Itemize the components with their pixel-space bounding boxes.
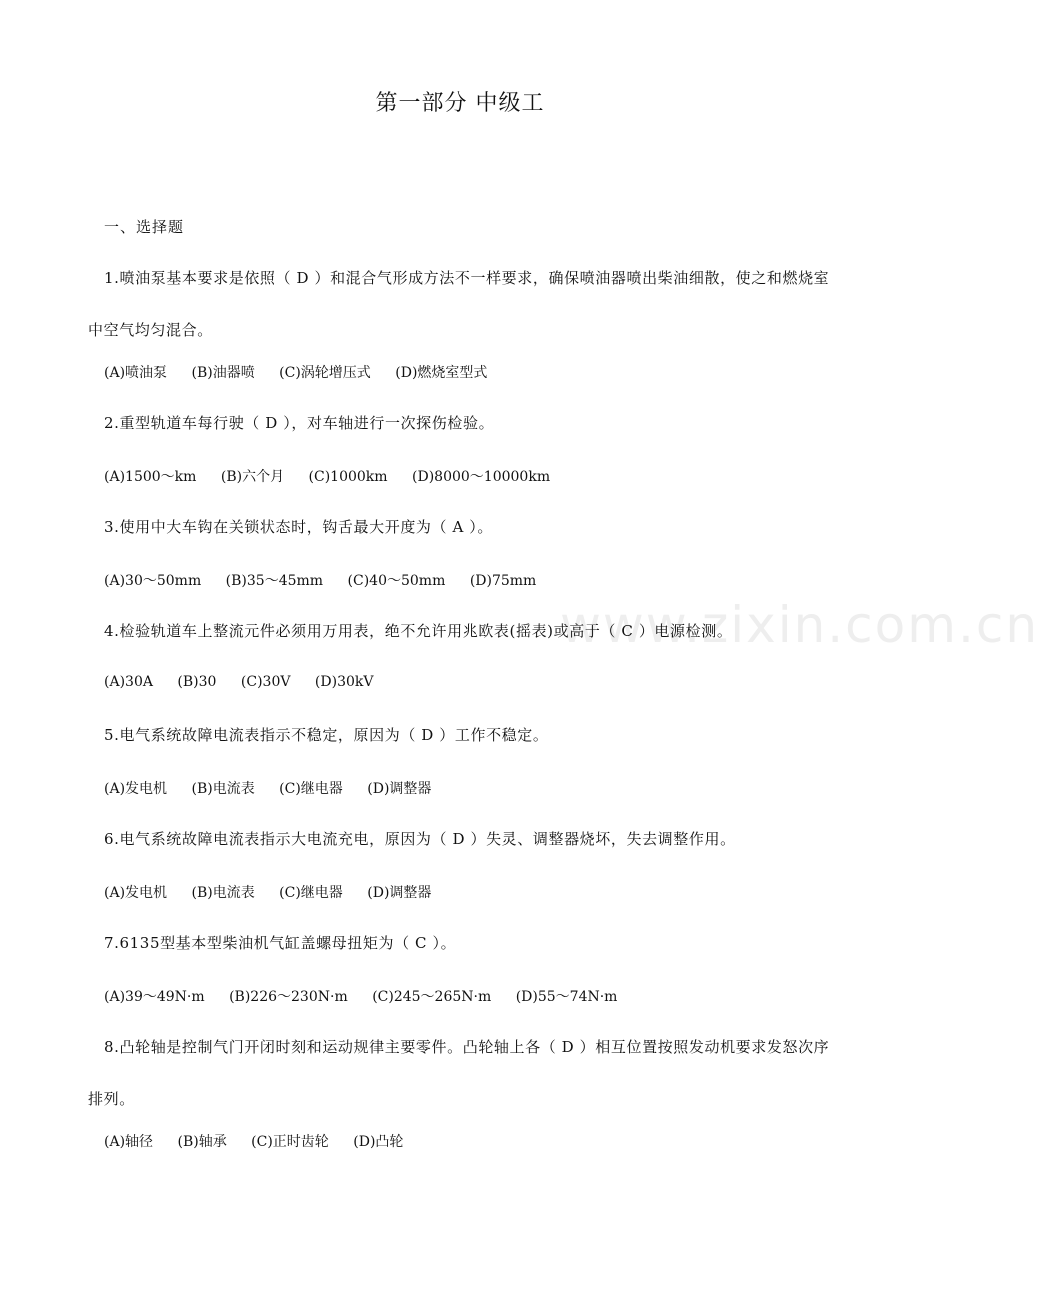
option-c: (C)继电器 (279, 781, 343, 797)
question-3 (88, 501, 840, 553)
option-d: (D)燃烧室型式 (395, 365, 488, 381)
option-a: (A)39～49N·m (104, 989, 205, 1005)
question-2 (88, 397, 840, 449)
option-a: (A)发电机 (104, 781, 168, 797)
option-a: (A)发电机 (104, 885, 168, 901)
option-c: (C)继电器 (279, 885, 343, 901)
option-c: (C)245～265N·m (372, 989, 492, 1005)
option-a: (A)1500～km (104, 469, 197, 485)
option-d: (D)30kV (314, 674, 374, 690)
question-6 (88, 813, 840, 865)
question-text: 6.电气系统故障电流表指示大电流充电，原因为（ D ）失灵、调整器烧坏，失去调整作用。 (104, 830, 736, 848)
question-text: 5.电气系统故障电流表指示不稳定，原因为（ D ）工作不稳定。 (104, 726, 549, 744)
question-text: 1.喷油泵基本要求是依照（ D ）和混合气形成方法不一样要求，确保喷油器喷出柴油细散，使之和燃烧室中空气均匀混合。 (88, 269, 830, 339)
question-5-options (104, 778, 451, 798)
section-heading: 一、选择题 (104, 218, 185, 236)
option-a: (A)轴径 (104, 1134, 154, 1150)
question-text: 8.凸轮轴是控制气门开闭时刻和运动规律主要零件。凸轮轴上各（ D ）相互位置按照发动机要求发怒次序排列。 (88, 1038, 830, 1108)
option-b: (B)226～230N·m (229, 989, 348, 1005)
question-text: 4.检验轨道车上整流元件必须用万用表，绝不允许用兆欧表(摇表)或高于（ C ）电源检测。 (104, 622, 733, 640)
option-d: (D)调整器 (367, 781, 432, 797)
option-c: (C)40～50mm (347, 573, 446, 589)
option-b: (B)电流表 (191, 885, 255, 901)
option-b: (B)油器喷 (191, 365, 255, 381)
option-b: (B)35～45mm (225, 573, 324, 589)
question-text: 7.6135型基本型柴油机气缸盖螺母扭矩为（ C ）。 (104, 934, 457, 952)
option-a: (A)30～50mm (104, 573, 202, 589)
option-a: (A)30A (104, 674, 153, 690)
question-8-options (104, 1131, 423, 1151)
question-7-options (104, 986, 637, 1006)
question-1 (88, 252, 840, 356)
option-d: (D)75mm (469, 573, 537, 589)
option-c: (C)涡轮增压式 (279, 365, 371, 381)
page-title: 第一部分 中级工 (375, 91, 545, 116)
option-c: (C)1000km (308, 469, 388, 485)
option-d: (D)55～74N·m (515, 989, 618, 1005)
option-d: (D)调整器 (367, 885, 432, 901)
question-text: 3.使用中大车钩在关锁状态时，钩舌最大开度为（ A ）。 (104, 518, 493, 536)
option-a: (A)喷油泵 (104, 365, 168, 381)
question-8 (88, 1021, 840, 1125)
option-b: (B)轴承 (177, 1134, 227, 1150)
watermark: www.zixin.com.cn (560, 596, 1039, 654)
option-b: (B)电流表 (191, 781, 255, 797)
question-3-options (104, 570, 556, 590)
option-b: (B)六个月 (220, 469, 285, 485)
option-d: (D)8000～10000km (412, 469, 551, 485)
option-c: (C)30V (240, 674, 291, 690)
option-d: (D)凸轮 (353, 1134, 404, 1150)
question-1-options (104, 362, 507, 382)
question-7 (88, 917, 840, 969)
question-4-options (104, 674, 393, 690)
question-6-options (104, 882, 451, 902)
question-2-options (104, 466, 570, 486)
question-text: 2.重型轨道车每行驶（ D ），对车轴进行一次探伤检验。 (104, 414, 495, 432)
question-5 (88, 709, 840, 761)
option-b: (B)30 (177, 674, 217, 690)
option-c: (C)正时齿轮 (251, 1134, 329, 1150)
question-4 (88, 605, 840, 657)
